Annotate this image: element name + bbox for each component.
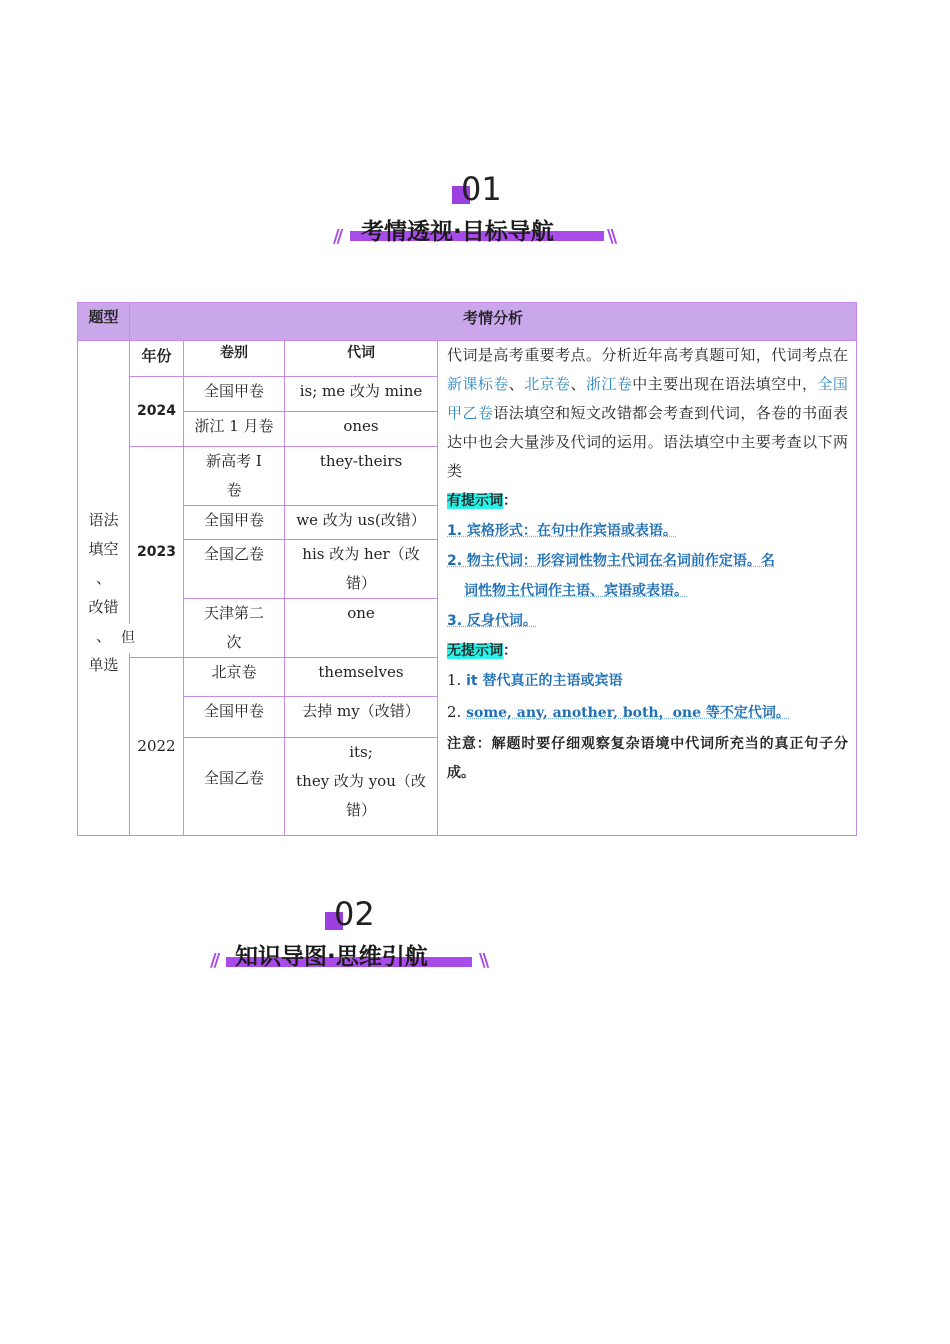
hint-item-1: 1. 宾格形式：在句中作宾语或表语。 bbox=[447, 523, 677, 539]
paper-name: 北京卷 bbox=[524, 375, 571, 393]
nohint-label: 无提示词 bbox=[447, 643, 503, 659]
pronoun-cell: his 改为 her（改错） bbox=[285, 540, 438, 599]
pronoun-cell: ones bbox=[285, 412, 438, 447]
nohint-item-2: 2. some, any, another, both，one 等不定代词。 bbox=[447, 703, 790, 721]
hint-item-2: 2. 物主代词：形容词性物主代词在名词前作定语。名 词性物主代词作主语、宾语或表语。 bbox=[447, 553, 775, 599]
year-cell: 2024 bbox=[130, 377, 184, 447]
type-line-overflow: 但 bbox=[121, 624, 135, 653]
year-cell: 2023 bbox=[130, 447, 184, 658]
type-line: 、 bbox=[95, 627, 111, 645]
paper-name: 浙江卷 bbox=[585, 375, 633, 393]
hint-label: 有提示词 bbox=[447, 493, 503, 509]
paper-cell: 全国乙卷 bbox=[184, 738, 285, 836]
pronoun-cell: themselves bbox=[285, 658, 438, 697]
col-year-header: 年份 bbox=[130, 341, 184, 377]
paper-name: 新课标卷 bbox=[447, 375, 509, 393]
pronoun-cell: one bbox=[285, 599, 438, 658]
section2-left-slash: // bbox=[210, 950, 218, 971]
col-pronoun-header: 代词 bbox=[285, 341, 438, 377]
paper-cell: 北京卷 bbox=[184, 658, 285, 697]
pronoun-cell: 去掉 my（改错） bbox=[285, 697, 438, 738]
section2-title: 知识导图·思维引航 bbox=[235, 944, 428, 970]
section2-number: 02 bbox=[334, 895, 375, 933]
pronoun-cell: they-theirs bbox=[285, 447, 438, 506]
analysis-intro: 代词是高考重要考点。分析近年高考真题可知，代词考点在新课标卷、北京卷、浙江卷中主要出现在语法填空中，全国甲乙卷语法填空和短文改错都会考查到代词，各卷的书面表达中也会大量涉及代词的运用。语法填空中主要考查以下两类 bbox=[447, 346, 849, 480]
nohint-item-1: 1. it 替代真正的主语或宾语 bbox=[447, 671, 623, 689]
analysis-cell bbox=[438, 341, 857, 836]
paper-name: 全国甲乙卷 bbox=[447, 375, 848, 422]
col-paper-header: 卷别 bbox=[184, 341, 285, 377]
section1-title: 考情透视·目标导航 bbox=[361, 219, 554, 245]
question-type-cell bbox=[78, 341, 135, 836]
year-cell: 2022 bbox=[130, 658, 184, 836]
pronoun-cell: we 改为 us(改错） bbox=[285, 506, 438, 540]
section1-left-slash: // bbox=[333, 226, 341, 247]
header-analysis: 考情分析 bbox=[130, 303, 857, 341]
section1-right-slash: \\ bbox=[607, 226, 615, 247]
section2-right-slash: \\ bbox=[479, 950, 487, 971]
section1-number: 01 bbox=[461, 170, 502, 208]
paper-cell: 全国甲卷 bbox=[184, 377, 285, 412]
exam-analysis-table bbox=[77, 302, 857, 836]
paper-cell: 全国甲卷 bbox=[184, 697, 285, 738]
type-line: 语法 bbox=[88, 511, 119, 529]
type-line: 单选 bbox=[88, 656, 119, 674]
header-type: 题型 bbox=[78, 303, 130, 341]
pronoun-cell: is; me 改为 mine bbox=[285, 377, 438, 412]
paper-cell: 全国甲卷 bbox=[184, 506, 285, 540]
type-line: 、 bbox=[95, 569, 111, 587]
hint-item-3: 3. 反身代词。 bbox=[447, 613, 537, 629]
analysis-note: 注意：解题时要仔细观察复杂语境中代词所充当的真正句子分成。 bbox=[447, 736, 849, 781]
paper-cell: 浙江 1 月卷 bbox=[184, 412, 285, 447]
paper-cell: 新高考 I 卷 bbox=[184, 447, 285, 506]
paper-cell: 全国乙卷 bbox=[184, 540, 285, 599]
hint-section: 有提示词： bbox=[447, 493, 517, 509]
nohint-section: 无提示词： bbox=[447, 643, 517, 659]
pronoun-cell: its; they 改为 you（改错） bbox=[285, 738, 438, 836]
type-line: 改错 bbox=[88, 598, 119, 616]
type-line: 填空 bbox=[88, 540, 119, 558]
paper-cell: 天津第二次 bbox=[184, 599, 285, 658]
